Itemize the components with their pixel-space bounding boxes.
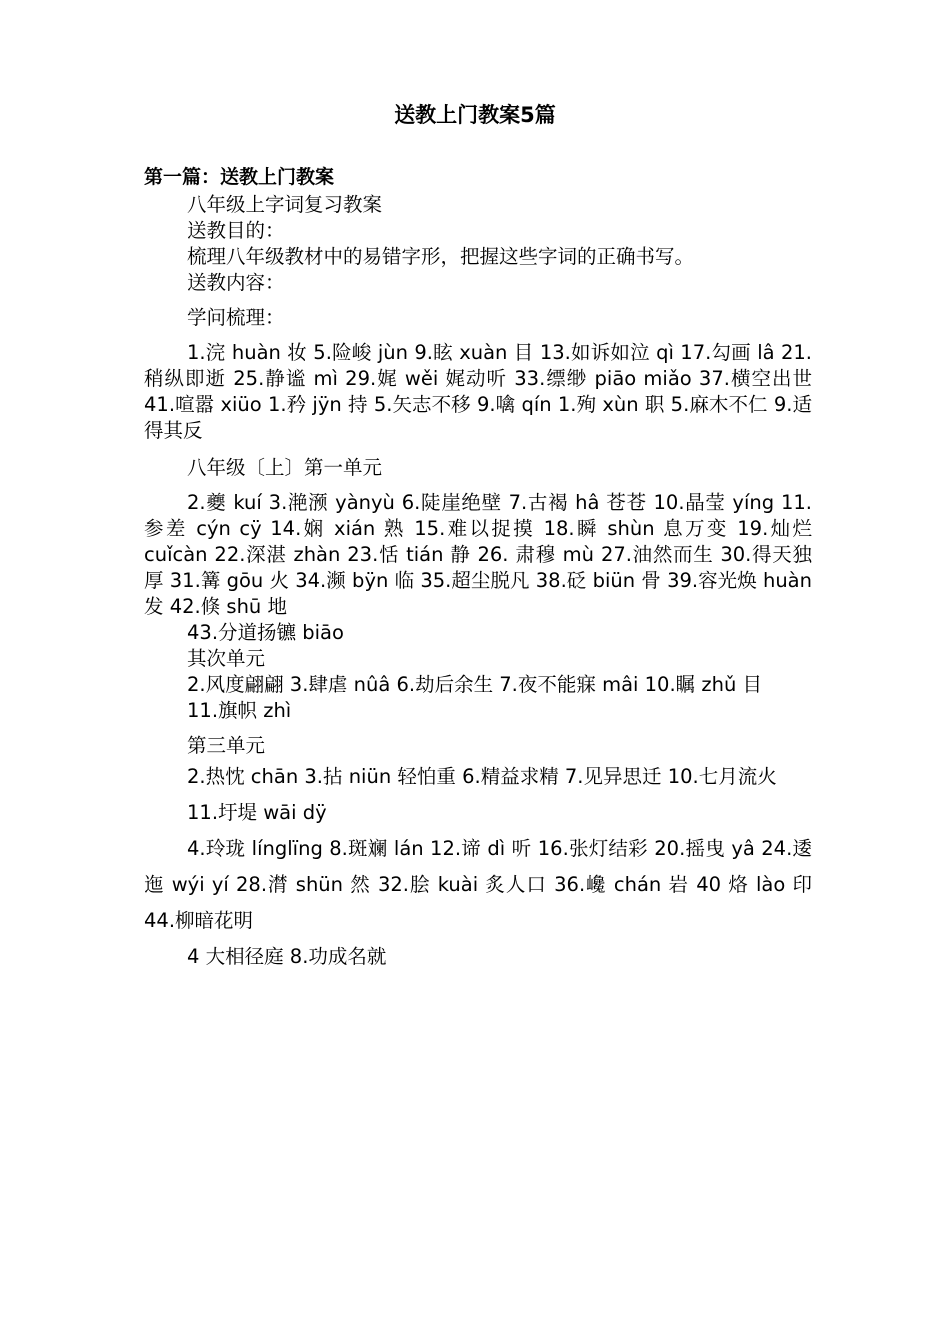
paragraph-unit-2-heading: 其次单元 (187, 647, 266, 670)
paragraph-unit-2-extra: 11.旗帜 zhì (187, 699, 292, 722)
paragraph-unit-3-heading: 第三单元 (187, 734, 266, 757)
paragraph-unit-1-heading: 八年级〔上〕第一单元 (187, 456, 383, 479)
paragraph-word-list-3: 4 大相径庭 8.功成名就 (187, 945, 387, 968)
section-heading: 第一篇：送教上门教案 (144, 166, 335, 188)
paragraph-goal-label: 送教目的： (187, 219, 285, 242)
document-body (144, 192, 812, 975)
document-title: 送教上门教案5篇 (394, 103, 556, 127)
paragraph-lesson-title: 八年级上字词复习教案 (187, 193, 383, 216)
paragraph-knowledge-label: 学问梳理： (187, 306, 285, 329)
paragraph-content-label: 送教内容： (187, 271, 285, 294)
paragraph-word-list-2: 4.玲珑 línglïng 8.斑斓 lán 12.谛 dì 听 16.张灯结彩 20.摇曳 yâ 24.逶迤 wýi yí 28.潸 shün 然 32.脍 kuài 炙人口 36.巉 chán 岩 40 烙 lào 印 44.柳暗花明 (144, 837, 812, 932)
paragraph-unit-3-words: 2.热忱 chān 3.拈 niün 轻怕重 6.精益求精 7.见异思迁 10.七月流火 (187, 765, 777, 788)
paragraph-word-list-1: 1.浣 huàn 妆 5.险峻 jùn 9.眩 xuàn 目 13.如诉如泣 qì 17.勾画 lâ 21.稍纵即逝 25.静谧 mì 29.娓 wěi 娓动听 33.缥缈 piāo miǎo 37.横空出世 41.喧嚣 xiüo 1.矜 jÿn 持 5.矢志不移 9.噙 qín 1.殉 xùn 职 5.麻木不仁 9.适得其反 (144, 341, 812, 442)
paragraph-unit-3-extra: 11.圩堤 wāi dÿ (187, 801, 327, 824)
paragraph-unit-1-words: 2.夔 kuí 3.滟滪 yànyù 6.陡崖绝壁 7.古褐 hâ 苍苍 10.晶莹 yíng 11. 参差 cýn cÿ 14.娴 xián 熟 15.难以捉摸 18.瞬 shùn 息万变 19.灿烂 cuǐcàn 22.深湛 zhàn 23.恬 tián 静 26. 肃穆 mù 27.油然而生 30.得天独厚 31.篝 gōu 火 34.濒 bÿn 临 35.超尘脱凡 38.砭 biün 骨 39.容光焕 huàn 发 42.倏 shū 地 (144, 491, 812, 618)
paragraph-unit-1-extra: 43.分道扬镳 biāo (187, 621, 344, 644)
paragraph-goal-text: 梳理八年级教材中的易错字形，把握这些字词的正确书写。 (187, 245, 695, 268)
paragraph-unit-2-words: 2.风度翩翩 3.肆虐 nûâ 6.劫后余生 7.夜不能寐 mâi 10.瞩 zhǔ 目 (187, 673, 763, 696)
